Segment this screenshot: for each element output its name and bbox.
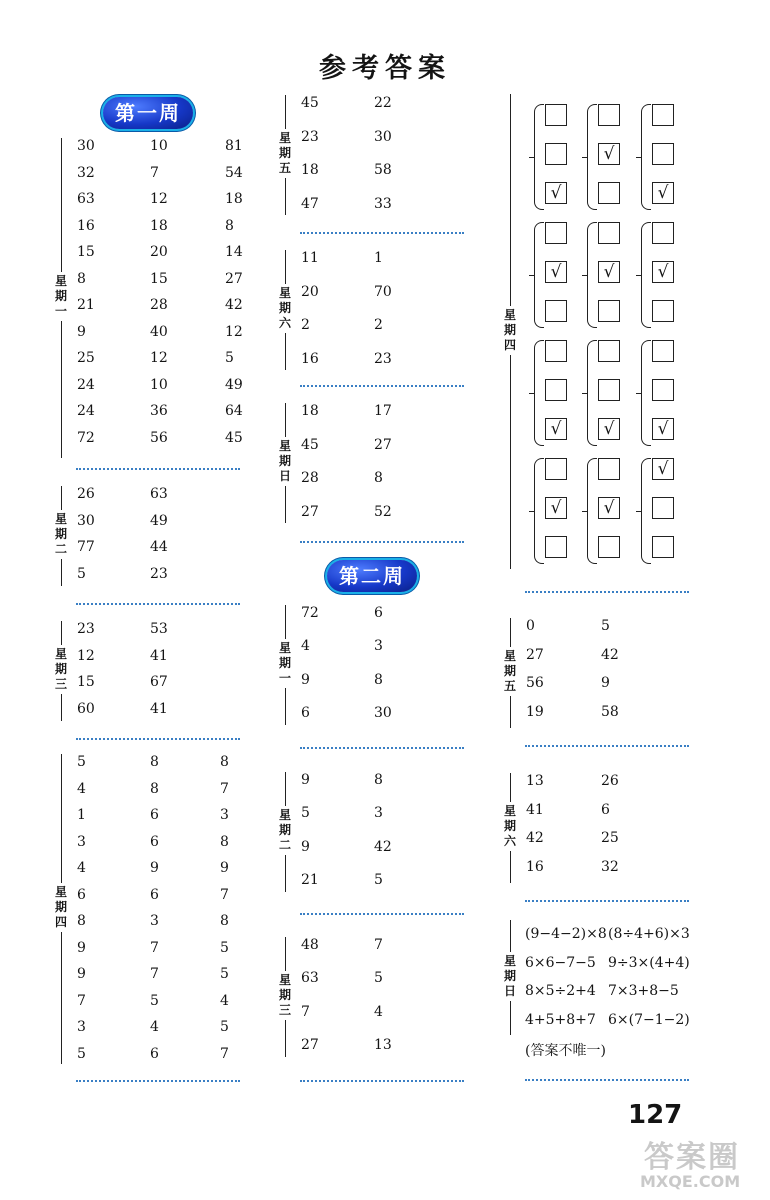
watermark-small: MXQE.COM xyxy=(640,1172,741,1191)
day-label: 星期二 xyxy=(54,510,68,559)
answer-value: 7 xyxy=(150,940,159,956)
week2-badge: 第二周 xyxy=(327,560,417,592)
choice-group xyxy=(641,458,677,566)
empty-box xyxy=(652,379,674,401)
day-label: 星期六 xyxy=(278,284,292,333)
answer-value: 16 xyxy=(77,218,95,234)
section-divider xyxy=(300,541,464,543)
empty-box xyxy=(545,143,567,165)
section-divider xyxy=(300,747,464,749)
answer-value: 63 xyxy=(301,970,319,986)
answer-value: 7 xyxy=(150,165,159,181)
answer-value: 56 xyxy=(526,675,544,691)
answer-value: 41 xyxy=(526,802,544,818)
section-divider xyxy=(76,1080,240,1082)
empty-box xyxy=(598,458,620,480)
answer-value: 7 xyxy=(220,1046,229,1062)
empty-box xyxy=(598,104,620,126)
week1-wed-block xyxy=(52,621,252,721)
answer-value: 56 xyxy=(150,430,168,446)
choice-group xyxy=(641,340,677,448)
section-divider xyxy=(76,468,240,470)
answer-value: 45 xyxy=(225,430,243,446)
answer-value: 12 xyxy=(225,324,243,340)
empty-box xyxy=(652,104,674,126)
section-divider xyxy=(525,591,689,593)
answer-value: 25 xyxy=(601,830,619,846)
answer-value: 27 xyxy=(374,437,392,453)
answer-value: 8 xyxy=(150,781,159,797)
answer-value: 23 xyxy=(374,351,392,367)
answer-value: 36 xyxy=(150,403,168,419)
answer-value: 1 xyxy=(374,250,383,266)
day-label: 星期六 xyxy=(503,802,517,851)
empty-box xyxy=(545,300,567,322)
answer-value: 32 xyxy=(77,165,95,181)
answer-value: 53 xyxy=(150,621,168,637)
answer-value: 7 xyxy=(374,937,383,953)
answer-value: 8 xyxy=(220,754,229,770)
answer-value: 3 xyxy=(374,638,383,654)
answer-value: 15 xyxy=(150,271,168,287)
brace xyxy=(587,104,597,210)
answer-value: 52 xyxy=(374,504,392,520)
checked-box: √ xyxy=(545,418,567,440)
answer-value: 54 xyxy=(225,165,243,181)
answer-value: 26 xyxy=(601,773,619,789)
checked-box: √ xyxy=(598,418,620,440)
week2-thu-block xyxy=(496,94,696,584)
checked-box: √ xyxy=(545,497,567,519)
answer-value: 8 xyxy=(220,913,229,929)
answer-value: 18 xyxy=(301,403,319,419)
answer-value: 5 xyxy=(374,872,383,888)
answer-value: 8 xyxy=(77,271,86,287)
answer-value: 3 xyxy=(150,913,159,929)
answer-value: 44 xyxy=(150,539,168,555)
week2-fri-block xyxy=(501,618,701,728)
answer-value: 33 xyxy=(374,196,392,212)
answer-value: 42 xyxy=(526,830,544,846)
answer-value: 2 xyxy=(301,317,310,333)
answer-value: 8 xyxy=(150,754,159,770)
week2-mon-block xyxy=(276,605,476,725)
choice-group xyxy=(534,458,570,566)
answer-value: 12 xyxy=(150,350,168,366)
answer-value: 5 xyxy=(225,350,234,366)
expression: (8÷4+6)×3 xyxy=(608,926,690,942)
answer-value: 8 xyxy=(220,834,229,850)
answer-value: 42 xyxy=(374,839,392,855)
answer-value: 12 xyxy=(150,191,168,207)
choice-group xyxy=(587,104,623,212)
checked-box: √ xyxy=(652,182,674,204)
checked-box: √ xyxy=(652,418,674,440)
answer-value: 9 xyxy=(301,672,310,688)
answer-value: 4 xyxy=(374,1004,383,1020)
choice-group xyxy=(534,104,570,212)
checked-box: √ xyxy=(545,182,567,204)
answer-value: 9 xyxy=(601,675,610,691)
answer-note: (答案不唯一) xyxy=(525,1043,606,1059)
section-divider xyxy=(76,738,240,740)
answer-value: 5 xyxy=(601,618,610,634)
answer-value: 20 xyxy=(150,244,168,260)
week2-tue-block xyxy=(276,772,476,892)
answer-value: 8 xyxy=(374,772,383,788)
choice-group xyxy=(587,340,623,448)
answer-value: 63 xyxy=(77,191,95,207)
empty-box xyxy=(545,458,567,480)
answer-value: 15 xyxy=(77,674,95,690)
answer-value: 60 xyxy=(77,701,95,717)
checked-box: √ xyxy=(545,261,567,283)
answer-value: 21 xyxy=(301,872,319,888)
brace xyxy=(587,222,597,328)
empty-box xyxy=(598,300,620,322)
answer-value: 23 xyxy=(150,566,168,582)
answer-value: 24 xyxy=(77,403,95,419)
empty-box xyxy=(545,104,567,126)
answer-value: 6 xyxy=(150,1046,159,1062)
answer-value: 9 xyxy=(150,860,159,876)
choice-group xyxy=(641,222,677,330)
empty-box xyxy=(598,340,620,362)
week1-tue-block xyxy=(52,486,252,586)
section-divider xyxy=(525,745,689,747)
answer-value: 8 xyxy=(374,470,383,486)
empty-box xyxy=(652,300,674,322)
answer-value: 27 xyxy=(225,271,243,287)
brace xyxy=(641,104,651,210)
answer-value: 6 xyxy=(601,802,610,818)
week2-sun-block xyxy=(496,920,696,1070)
answer-value: 41 xyxy=(150,648,168,664)
empty-box xyxy=(598,379,620,401)
empty-box xyxy=(652,536,674,558)
week1-fri-block xyxy=(276,95,476,215)
watermark xyxy=(640,1132,766,1196)
empty-box xyxy=(652,497,674,519)
brace xyxy=(641,458,651,564)
answer-value: 5 xyxy=(77,754,86,770)
answer-value: 64 xyxy=(225,403,243,419)
checked-box: √ xyxy=(598,261,620,283)
answer-value: 20 xyxy=(301,284,319,300)
empty-box xyxy=(652,222,674,244)
answer-value: 25 xyxy=(77,350,95,366)
answer-value: 6 xyxy=(301,705,310,721)
answer-value: 40 xyxy=(150,324,168,340)
answer-value: 6 xyxy=(374,605,383,621)
day-label: 星期四 xyxy=(54,883,68,932)
empty-box xyxy=(652,340,674,362)
brace xyxy=(587,458,597,564)
expression: 7×3+8−5 xyxy=(608,983,679,999)
answer-value: 27 xyxy=(301,504,319,520)
section-divider xyxy=(300,385,464,387)
answer-value: 63 xyxy=(150,486,168,502)
day-label: 星期五 xyxy=(503,647,517,696)
answer-value: 47 xyxy=(301,196,319,212)
answer-value: 15 xyxy=(77,244,95,260)
answer-value: 6 xyxy=(150,834,159,850)
answer-value: 1 xyxy=(77,807,86,823)
answer-value: 22 xyxy=(374,95,392,111)
expression: 9÷3×(4+4) xyxy=(608,954,690,971)
week1-mon-block xyxy=(52,138,252,458)
empty-box xyxy=(598,182,620,204)
answer-value: 11 xyxy=(301,250,319,266)
answer-value: 17 xyxy=(374,403,392,419)
answer-value: 6 xyxy=(150,807,159,823)
answer-value: 45 xyxy=(301,95,319,111)
day-label: 星期五 xyxy=(278,129,292,178)
expression: 4+5+8+7 xyxy=(525,1011,596,1028)
answer-value: 24 xyxy=(77,377,95,393)
empty-box xyxy=(545,536,567,558)
answer-value: 30 xyxy=(374,705,392,721)
answer-value: 21 xyxy=(77,297,95,313)
day-label: 星期日 xyxy=(503,952,517,1001)
choice-group xyxy=(587,458,623,566)
section-divider xyxy=(300,913,464,915)
brace xyxy=(534,222,544,328)
answer-value: 27 xyxy=(526,647,544,663)
answer-value: 9 xyxy=(77,324,86,340)
brace xyxy=(534,458,544,564)
answer-value: 8 xyxy=(225,218,234,234)
answer-value: 23 xyxy=(301,129,319,145)
answer-value: 14 xyxy=(225,244,243,260)
answer-value: 7 xyxy=(220,781,229,797)
answer-value: 2 xyxy=(374,317,383,333)
day-label: 星期三 xyxy=(278,971,292,1020)
answer-value: 9 xyxy=(77,966,86,982)
week1-sat-block xyxy=(276,250,476,370)
brace xyxy=(587,340,597,446)
answer-value: 67 xyxy=(150,674,168,690)
answer-value: 7 xyxy=(150,966,159,982)
answer-value: 4 xyxy=(220,993,229,1009)
choice-group xyxy=(641,104,677,212)
answer-value: 8 xyxy=(374,672,383,688)
brace xyxy=(641,222,651,328)
section-divider xyxy=(300,232,464,234)
week2-wed-block xyxy=(276,937,476,1057)
week1-sun-block xyxy=(276,403,476,523)
answer-value: 3 xyxy=(220,807,229,823)
answer-value: 30 xyxy=(374,129,392,145)
checked-box: √ xyxy=(598,497,620,519)
checked-box: √ xyxy=(652,458,674,480)
answer-value: 8 xyxy=(77,913,86,929)
answer-value: 5 xyxy=(150,993,159,1009)
checked-box: √ xyxy=(598,143,620,165)
answer-value: 28 xyxy=(150,297,168,313)
answer-value: 27 xyxy=(301,1037,319,1053)
answer-value: 7 xyxy=(77,993,86,1009)
answer-value: 70 xyxy=(374,284,392,300)
expression: 8×5÷2+4 xyxy=(525,983,596,999)
answer-value: 7 xyxy=(220,887,229,903)
answer-value: 9 xyxy=(77,940,86,956)
answer-value: 58 xyxy=(374,162,392,178)
answer-value: 9 xyxy=(301,839,310,855)
answer-value: 4 xyxy=(301,638,310,654)
answer-value: 58 xyxy=(601,704,619,720)
section-divider xyxy=(300,1080,464,1082)
answer-value: 9 xyxy=(220,860,229,876)
answer-value: 16 xyxy=(526,859,544,875)
week2-sat-block xyxy=(501,773,701,883)
day-label: 星期一 xyxy=(54,272,68,321)
choice-group xyxy=(534,340,570,448)
answer-value: 12 xyxy=(77,648,95,664)
day-label: 星期四 xyxy=(503,306,517,355)
watermark-big: 答案圈 xyxy=(644,1140,740,1175)
brace xyxy=(534,104,544,210)
answer-value: 30 xyxy=(77,513,95,529)
answer-value: 6 xyxy=(150,887,159,903)
answer-value: 10 xyxy=(150,377,168,393)
day-label: 星期日 xyxy=(278,437,292,486)
empty-box xyxy=(598,536,620,558)
answer-value: 9 xyxy=(301,772,310,788)
answer-value: 5 xyxy=(374,970,383,986)
week1-thu-block xyxy=(52,754,252,1064)
answer-value: 3 xyxy=(374,805,383,821)
expression: 6×6−7−5 xyxy=(525,954,596,971)
answer-value: 77 xyxy=(77,539,95,555)
answer-value: 18 xyxy=(225,191,243,207)
answer-value: 5 xyxy=(301,805,310,821)
day-label: 星期二 xyxy=(278,806,292,855)
answer-value: 5 xyxy=(220,966,229,982)
page-number: 127 xyxy=(628,1100,683,1130)
checked-box: √ xyxy=(652,261,674,283)
section-divider xyxy=(525,1079,689,1081)
answer-value: 5 xyxy=(220,1019,229,1035)
empty-box xyxy=(545,340,567,362)
week1-badge: 第一周 xyxy=(103,97,193,129)
answer-value: 16 xyxy=(301,351,319,367)
answer-value: 5 xyxy=(77,1046,86,1062)
answer-value: 19 xyxy=(526,704,544,720)
answer-value: 13 xyxy=(526,773,544,789)
answer-value: 18 xyxy=(150,218,168,234)
answer-value: 81 xyxy=(225,138,243,154)
answer-value: 0 xyxy=(526,618,535,634)
answer-value: 3 xyxy=(77,1019,86,1035)
empty-box xyxy=(545,379,567,401)
answer-value: 5 xyxy=(77,566,86,582)
answer-value: 42 xyxy=(601,647,619,663)
answer-value: 4 xyxy=(77,781,86,797)
page-title: 参考答案 xyxy=(319,53,451,84)
answer-value: 41 xyxy=(150,701,168,717)
empty-box xyxy=(598,222,620,244)
answer-value: 23 xyxy=(77,621,95,637)
empty-box xyxy=(545,222,567,244)
empty-box xyxy=(652,143,674,165)
answer-value: 10 xyxy=(150,138,168,154)
section-divider xyxy=(525,900,689,902)
expression: (9−4−2)×8 xyxy=(525,926,607,942)
day-label: 星期三 xyxy=(54,645,68,694)
brace xyxy=(641,340,651,446)
answer-value: 30 xyxy=(77,138,95,154)
answer-value: 3 xyxy=(77,834,86,850)
answer-value: 4 xyxy=(77,860,86,876)
answer-value: 72 xyxy=(77,430,95,446)
brace xyxy=(534,340,544,446)
answer-value: 18 xyxy=(301,162,319,178)
answer-value: 72 xyxy=(301,605,319,621)
answer-value: 28 xyxy=(301,470,319,486)
expression: 6×(7−1−2) xyxy=(608,1011,690,1028)
choice-group xyxy=(587,222,623,330)
choice-group xyxy=(534,222,570,330)
answer-value: 32 xyxy=(601,859,619,875)
answer-value: 5 xyxy=(220,940,229,956)
answer-value: 42 xyxy=(225,297,243,313)
answer-value: 45 xyxy=(301,437,319,453)
answer-value: 6 xyxy=(77,887,86,903)
answer-value: 4 xyxy=(150,1019,159,1035)
answer-value: 26 xyxy=(77,486,95,502)
answer-value: 7 xyxy=(301,1004,310,1020)
day-label: 星期一 xyxy=(278,639,292,688)
answer-value: 49 xyxy=(150,513,168,529)
answer-value: 13 xyxy=(374,1037,392,1053)
section-divider xyxy=(76,603,240,605)
answer-value: 49 xyxy=(225,377,243,393)
answer-value: 48 xyxy=(301,937,319,953)
